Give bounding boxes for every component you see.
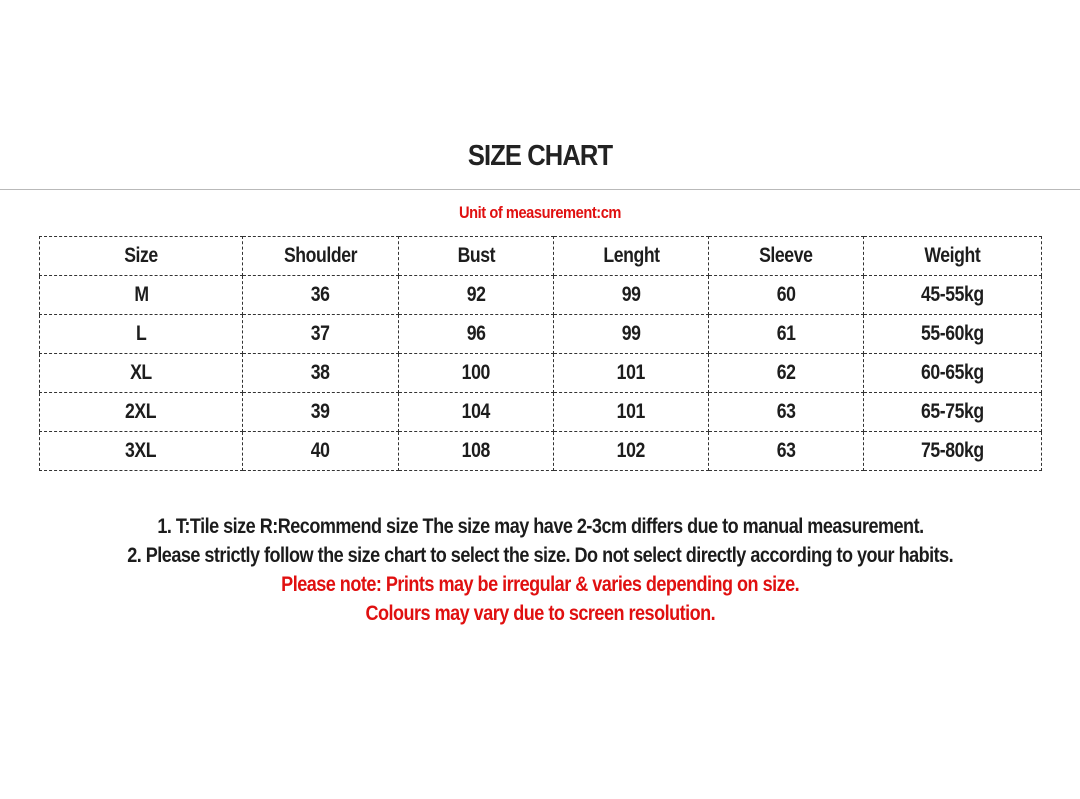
table-header-row <box>40 237 1042 276</box>
table-row <box>40 432 1042 471</box>
cell-size: 3XL <box>40 432 243 471</box>
page-title: SIZE CHART <box>467 140 613 172</box>
table-row <box>40 393 1042 432</box>
cell-size: XL <box>40 354 243 393</box>
notes-block <box>0 512 1080 628</box>
cell-shoulder: 38 <box>243 354 399 393</box>
cell-shoulder: 39 <box>243 393 399 432</box>
cell-bust: 92 <box>399 276 554 315</box>
note-colours-vary: Colours may vary due to screen resolution. <box>365 602 715 625</box>
cell-size: 2XL <box>40 393 243 432</box>
cell-shoulder: 36 <box>243 276 399 315</box>
cell-size: M <box>40 276 243 315</box>
unit-label: Unit of measurement:cm <box>459 203 621 222</box>
cell-bust: 104 <box>399 393 554 432</box>
header-weight: Weight <box>864 237 1042 276</box>
cell-weight: 75-80kg <box>864 432 1042 471</box>
header-shoulder: Shoulder <box>243 237 399 276</box>
cell-sleeve: 60 <box>709 276 864 315</box>
cell-shoulder: 40 <box>243 432 399 471</box>
note-follow-chart: 2. Please strictly follow the size chart to select the size. Do not select directly according to your habits. <box>127 544 953 567</box>
cell-bust: 108 <box>399 432 554 471</box>
cell-bust: 96 <box>399 315 554 354</box>
note-tile-size: 1. T:Tile size R:Recommend size The size may have 2-3cm differs due to manual measurement. <box>156 515 924 538</box>
cell-weight: 55-60kg <box>864 315 1042 354</box>
cell-weight: 45-55kg <box>864 276 1042 315</box>
cell-length: 101 <box>554 354 709 393</box>
table-row <box>40 315 1042 354</box>
size-table <box>39 236 1042 471</box>
header-length: Lenght <box>554 237 709 276</box>
cell-sleeve: 63 <box>709 393 864 432</box>
note-prints-irregular: Please note: Prints may be irregular & varies depending on size. <box>281 573 799 596</box>
cell-length: 99 <box>554 315 709 354</box>
header-size: Size <box>40 237 243 276</box>
cell-sleeve: 63 <box>709 432 864 471</box>
cell-sleeve: 62 <box>709 354 864 393</box>
cell-sleeve: 61 <box>709 315 864 354</box>
table-row <box>40 354 1042 393</box>
cell-weight: 60-65kg <box>864 354 1042 393</box>
cell-shoulder: 37 <box>243 315 399 354</box>
cell-length: 102 <box>554 432 709 471</box>
table-row <box>40 276 1042 315</box>
cell-bust: 100 <box>399 354 554 393</box>
cell-length: 101 <box>554 393 709 432</box>
title-divider <box>0 189 1080 190</box>
cell-length: 99 <box>554 276 709 315</box>
header-sleeve: Sleeve <box>709 237 864 276</box>
cell-size: L <box>40 315 243 354</box>
header-bust: Bust <box>399 237 554 276</box>
cell-weight: 65-75kg <box>864 393 1042 432</box>
